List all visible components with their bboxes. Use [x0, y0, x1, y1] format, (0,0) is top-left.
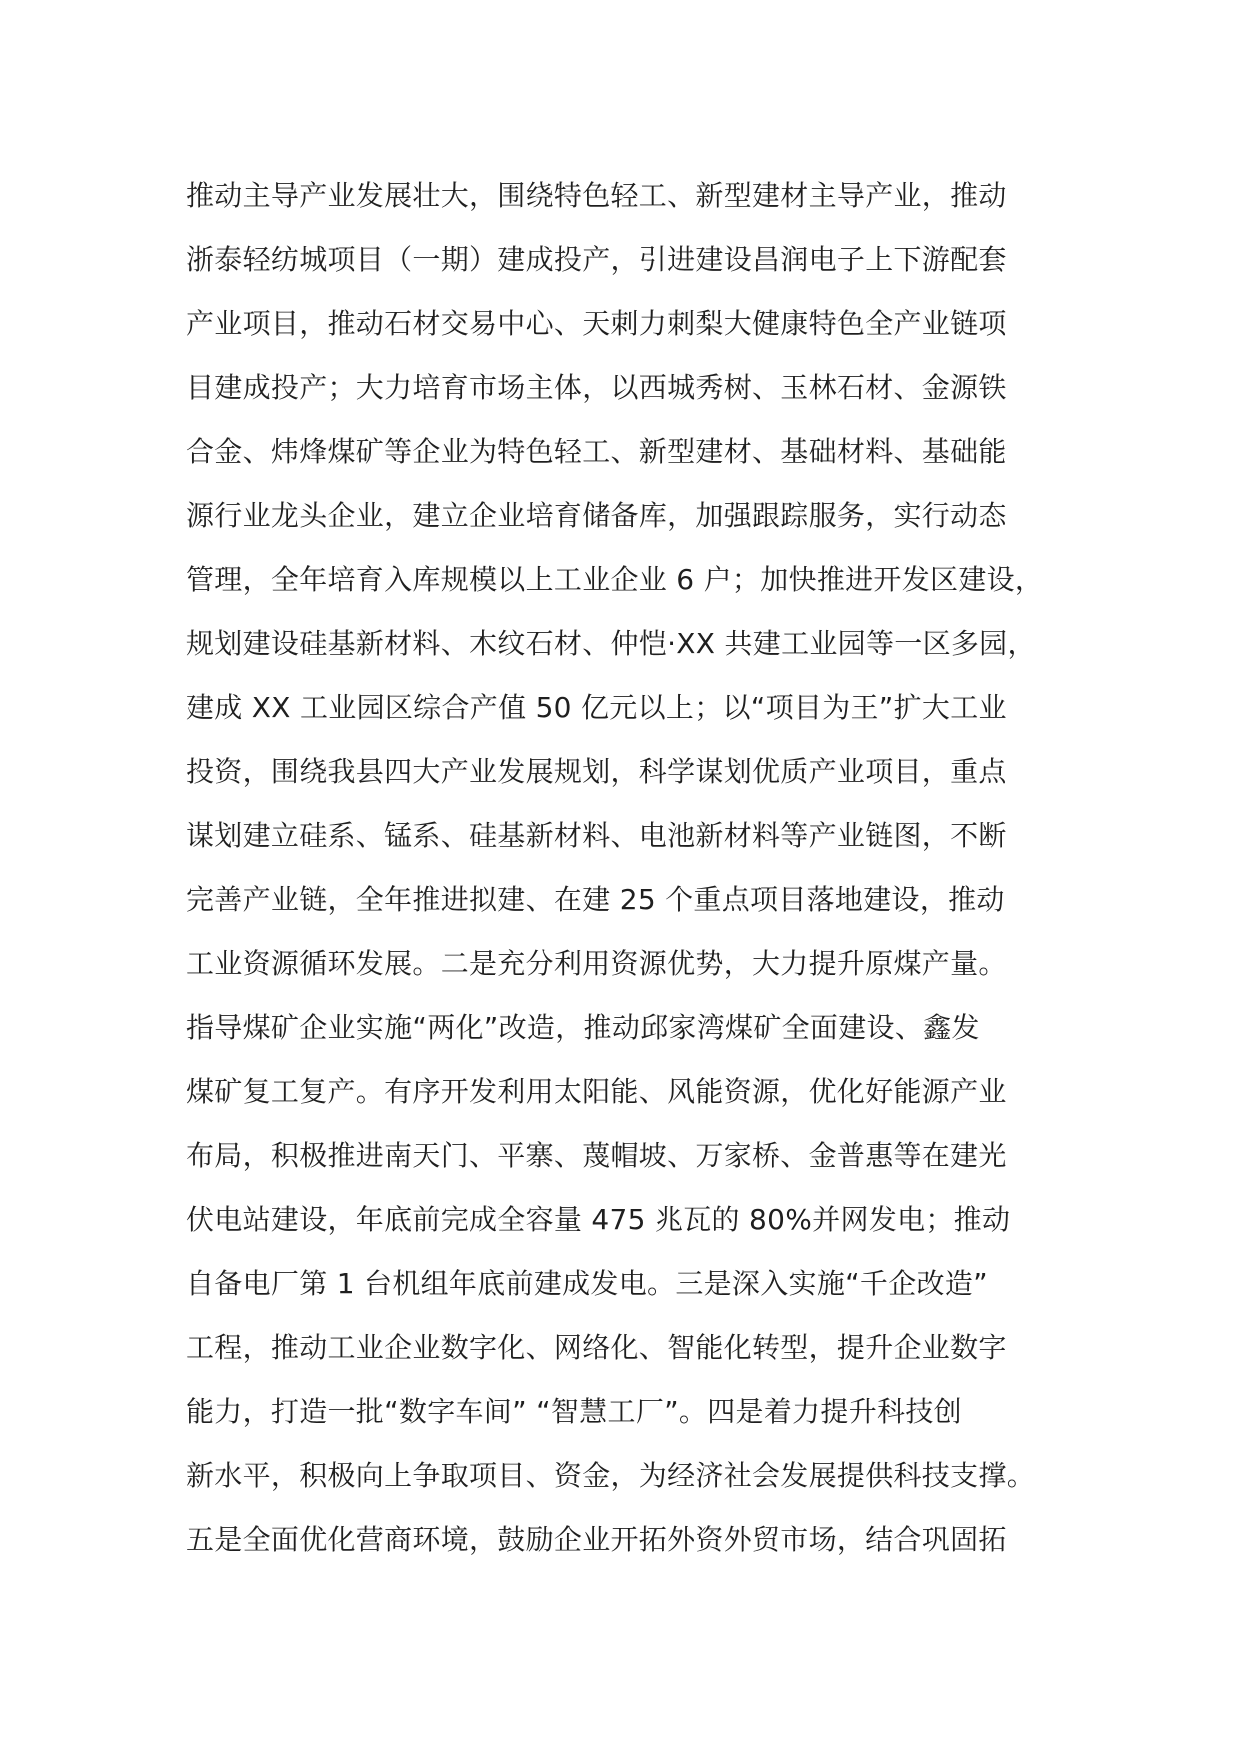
paragraph-line-19: 工程，推动工业企业数字化、网络化、智能化转型，提升企业数字: [186, 1331, 1007, 1364]
paragraph-line-21: 新水平，积极向上争取项目、资金，为经济社会发展提供科技支撑。: [186, 1459, 1036, 1492]
paragraph-line-7: 管理，全年培育入库规模以上工业企业 6 户；加快推进开发区建设，: [186, 563, 1044, 596]
paragraph-line-17: 伏电站建设，年底前完成全容量 475 兆瓦的 80%并网发电；推动: [186, 1203, 1011, 1236]
paragraph-line-20: 能力，打造一批“数字车间” “智慧工厂”。四是着力提升科技创: [186, 1395, 962, 1428]
paragraph-line-1: 推动主导产业发展壮大，围绕特色轻工、新型建材主导产业，推动: [186, 179, 1007, 212]
paragraph-line-12: 完善产业链，全年推进拟建、在建 25 个重点项目落地建设，推动: [186, 883, 1005, 916]
paragraph-line-8: 规划建设硅基新材料、木纹石材、仲恺·XX 共建工业园等一区多园，: [186, 627, 1036, 660]
paragraph-line-11: 谋划建立硅系、锰系、硅基新材料、电池新材料等产业链图，不断: [186, 819, 1007, 852]
paragraph-line-13: 工业资源循环发展。二是充分利用资源优势，大力提升原煤产量。: [186, 947, 1007, 980]
body-paragraph: [186, 164, 1086, 1572]
paragraph-line-5: 合金、炜烽煤矿等企业为特色轻工、新型建材、基础材料、基础能: [186, 435, 1007, 468]
paragraph-line-4: 目建成投产；大力培育市场主体，以西城秀树、玉林石材、金源铁: [186, 371, 1007, 404]
paragraph-line-10: 投资，围绕我县四大产业发展规划，科学谋划优质产业项目，重点: [186, 755, 1007, 788]
paragraph-line-9: 建成 XX 工业园区综合产值 50 亿元以上；以“项目为王”扩大工业: [186, 691, 1007, 724]
paragraph-line-18: 自备电厂第 1 台机组年底前建成发电。三是深入实施“千企改造”: [186, 1267, 988, 1300]
paragraph-line-16: 布局，积极推进南天门、平寨、蔑帽坡、万家桥、金普惠等在建光: [186, 1139, 1007, 1172]
paragraph-line-14: 指导煤矿企业实施“两化”改造，推动邱家湾煤矿全面建设、鑫发: [186, 1011, 980, 1044]
paragraph-line-22: 五是全面优化营商环境，鼓励企业开拓外资外贸市场，结合巩固拓: [186, 1523, 1007, 1556]
paragraph-line-6: 源行业龙头企业，建立企业培育储备库，加强跟踪服务，实行动态: [186, 499, 1007, 532]
paragraph-line-3: 产业项目，推动石材交易中心、天刺力刺梨大健康特色全产业链项: [186, 307, 1007, 340]
paragraph-line-15: 煤矿复工复产。有序开发利用太阳能、风能资源，优化好能源产业: [186, 1075, 1007, 1108]
paragraph-line-2: 浙泰轻纺城项目（一期）建成投产，引进建设昌润电子上下游配套: [186, 243, 1007, 276]
